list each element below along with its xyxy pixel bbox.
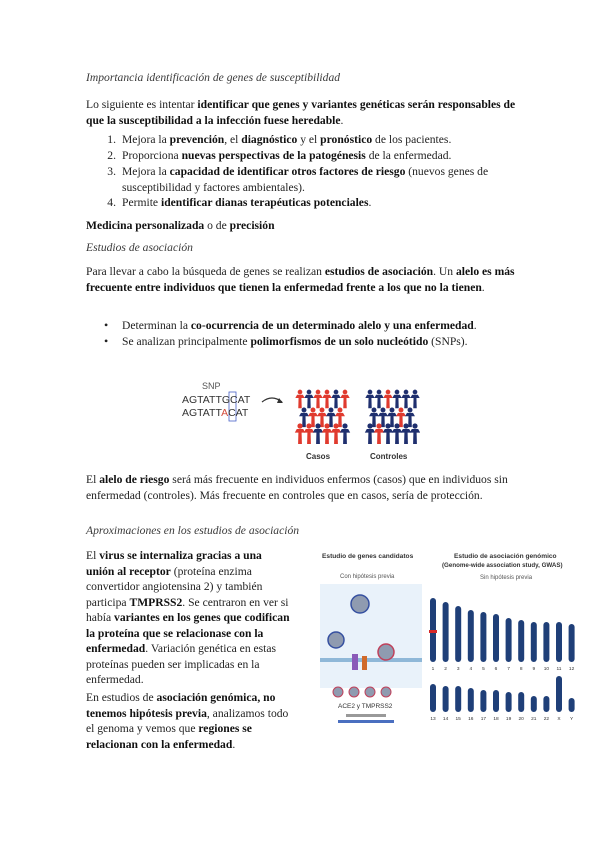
gwas-paragraph: En estudios de asociación genómica, no tenemos hipótesis previa, analizamos todo el genoma y vemos que regiones se relacionan con la enfermedad. [86, 691, 289, 751]
list-item: Proporciona nuevas perspectivas de la patogénesis de la enfermedad. [122, 149, 452, 162]
chromosome [518, 692, 524, 712]
ace2-receptor-icon [352, 654, 358, 670]
chromosome [443, 602, 449, 662]
virus-icon [365, 687, 375, 697]
citation-line [346, 714, 386, 717]
virus-icon [328, 632, 344, 648]
chromosome [518, 620, 524, 662]
chromosome-label: 6 [494, 667, 498, 672]
section-heading-susceptibilidad: Importancia identificación de genes de susceptibilidad [86, 71, 341, 84]
chromosome-label: 16 [468, 717, 474, 722]
casos-people-group [295, 390, 350, 444]
list-number: 3. [107, 165, 116, 178]
chromosome-label: 8 [519, 667, 523, 672]
association-hit-marker [429, 630, 437, 633]
chromosome [430, 684, 436, 712]
chromosome-row-2 [430, 676, 575, 722]
chromosome [468, 688, 474, 712]
asociacion-paragraph: Para llevar a cabo la búsqueda de genes se realizan estudios de asociación. Un alelo es más frecuente entre individuos que tienen la enfermedad frente a los que no la tienen. [86, 265, 515, 294]
chromosome [468, 610, 474, 662]
person-icon [331, 390, 340, 409]
chromosome-label: 17 [480, 717, 487, 722]
chromosome-label: 19 [505, 717, 512, 722]
intro-paragraph: Lo siguiente es intentar identificar que genes y variantes genéticas serán responsables de que la susceptibilidad a la infección fuese heredable. [86, 98, 516, 127]
chromosome-label: 20 [518, 717, 524, 722]
gwas-subtitle: Sin hipótesis previa [480, 575, 533, 581]
list-number: 2. [107, 149, 116, 162]
chromosome [569, 698, 575, 712]
list-item: Mejora la capacidad de identificar otros factores de riesgo (nuevos genes de susceptibilidad y factores ambientales). [122, 165, 489, 194]
alelo-riesgo-paragraph: El alelo de riesgo será más frecuente en individuos enfermos (casos) que en individuos sin enfermedad (controles). Más frecuente en controles que en casos, sería de protección. [86, 473, 508, 502]
chromosome-label: 14 [442, 717, 449, 722]
bullet-item: Determinan la co-ocurrencia de un determinado alelo y una enfermedad. [122, 319, 477, 332]
virus-icon [378, 644, 394, 660]
bullet-dot: • [104, 334, 109, 348]
chromosome [493, 614, 499, 662]
chromosome-label: 22 [543, 717, 550, 722]
chromosome-label: 13 [430, 717, 436, 722]
virus-icon [351, 595, 369, 613]
person-icon [340, 390, 349, 409]
tmprss2-icon [362, 656, 367, 670]
chromosome-label: 12 [568, 667, 575, 672]
list-item: Permite identificar dianas terapéuticas potenciales. [122, 196, 372, 209]
chromosome-label: 11 [556, 667, 562, 672]
chromosome-label: 9 [532, 667, 536, 672]
virus-icon [349, 687, 359, 697]
person-icon [365, 390, 374, 409]
bullet-item: Se analizan principalmente polimorfismos de un solo nucleótido (SNPs). [122, 335, 468, 348]
chromosome [543, 696, 549, 712]
chromosome [480, 612, 486, 662]
chromosome [455, 606, 461, 662]
list-number: 1. [107, 133, 116, 146]
virus-paragraph: El virus se internaliza gracias a una unión al receptor (proteína enzima convertidor angiotensina 2) y también participa TMPRSS2. Se centraron en ver si había variantes en los genes que codifican la proteína que se relacionase con la enfermedad. Variación genética en estas proteínas pueden ser implicadas en la enfermedad. [86, 549, 290, 686]
person-icon [392, 390, 401, 409]
chromosome [480, 690, 486, 712]
person-icon [322, 390, 331, 409]
chromosome-label: 5 [482, 667, 485, 672]
chromosome-label: 21 [531, 717, 537, 722]
candidate-caption: ACE2 y TMPRSS2 [338, 703, 393, 710]
chromosome [556, 622, 562, 662]
candidate-title: Estudio de genes candidatos [322, 553, 414, 560]
chromosome-label: 4 [469, 667, 473, 672]
snp-label: SNP [202, 381, 221, 391]
section-heading-aproximaciones: Aproximaciones en los estudios de asociación [86, 524, 300, 537]
snp-case-control-figure [180, 372, 420, 462]
section-heading-asociacion: Estudios de asociación [86, 241, 193, 254]
chromosome-label: 2 [444, 667, 447, 672]
chromosome-label: 3 [456, 667, 460, 672]
chromosome [569, 624, 575, 662]
person-icon [304, 390, 313, 409]
sequence-1: AGTATTGCAT [182, 394, 251, 406]
chromosome-label: X [557, 717, 561, 722]
bullet-dot: • [104, 318, 109, 332]
list-item: Mejora la prevención, el diagnóstico y el pronóstico de los pacientes. [122, 133, 452, 146]
person-icon [410, 390, 419, 409]
gwas-title: Estudio de asociación genómico [454, 553, 557, 560]
chromosome [531, 622, 537, 662]
sequence-2: AGTATTACAT [182, 407, 249, 419]
person-icon [383, 390, 392, 409]
chromosome [443, 686, 449, 712]
list-number: 4. [107, 196, 116, 209]
chromosome-label: 18 [493, 717, 499, 722]
chromosome [556, 676, 562, 712]
chromosome-label: Y [569, 717, 574, 722]
person-icon [313, 390, 322, 409]
chromosome-label: 10 [543, 667, 550, 672]
chromosome [455, 686, 461, 712]
controles-label: Controles [370, 452, 408, 461]
chromosome [531, 696, 537, 712]
virus-icon [333, 687, 343, 697]
chromosome [493, 690, 499, 712]
chromosome [506, 692, 512, 712]
controles-people-group [365, 390, 420, 444]
person-icon [401, 390, 410, 409]
candidate-vs-gwas-figure [314, 548, 590, 728]
candidate-subtitle: Con hipótesis previa [340, 574, 395, 580]
gwas-title-2: (Genome-wide association study, GWAS) [442, 562, 563, 569]
casos-label: Casos [306, 452, 331, 461]
chromosome-label: 1 [431, 667, 435, 672]
chromosome-label: 15 [455, 717, 461, 722]
medicina-line: Medicina personalizada o de precisión [86, 219, 275, 232]
chromosome-label: 7 [507, 667, 510, 672]
chromosome [506, 618, 512, 662]
citation-link [338, 720, 394, 723]
person-icon [295, 390, 304, 409]
chromosome-row-1 [429, 598, 575, 672]
virus-icon [381, 687, 391, 697]
chromosome [543, 622, 549, 662]
person-icon [374, 390, 383, 409]
